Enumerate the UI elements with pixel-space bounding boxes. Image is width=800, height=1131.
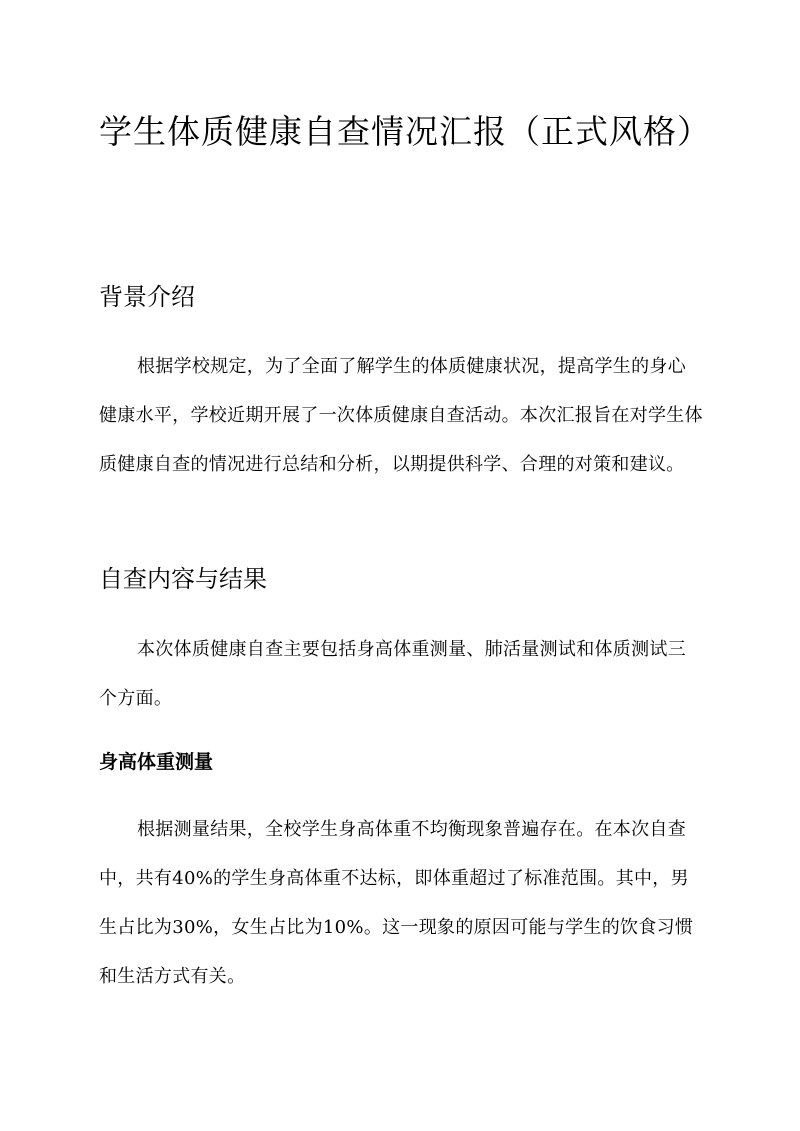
height-weight-paragraph: 根据测量结果，全校学生身高体重不均衡现象普遍存在。在本次自查中，共有40%的学生身高体重不达标，即体重超过了标准范围。其中，男生占比为30%，女生占比为10%。这一现象的原因可能与学生的饮食习惯和生活方式有关。 xyxy=(99,819,694,987)
section-heading-content-results: 自查内容与结果 xyxy=(99,565,267,593)
content-results-paragraph: 本次体质健康自查主要包括身高体重测量、肺活量测试和体质测试三个方面。 xyxy=(99,639,686,709)
document-title: 学生体质健康自查情况汇报（正式风格） xyxy=(99,112,711,151)
background-paragraph: 根据学校规定，为了全面了解学生的体质健康状况，提高学生的身心健康水平，学校近期开展了一次体质健康自查活动。本次汇报旨在对学生体质健康自查的情况进行总结和分析，以期提供科学、合理的对策和建议。 xyxy=(99,356,703,475)
section-heading-background: 背景介绍 xyxy=(99,283,195,311)
subsection-heading-height-weight: 身高体重测量 xyxy=(99,751,214,773)
